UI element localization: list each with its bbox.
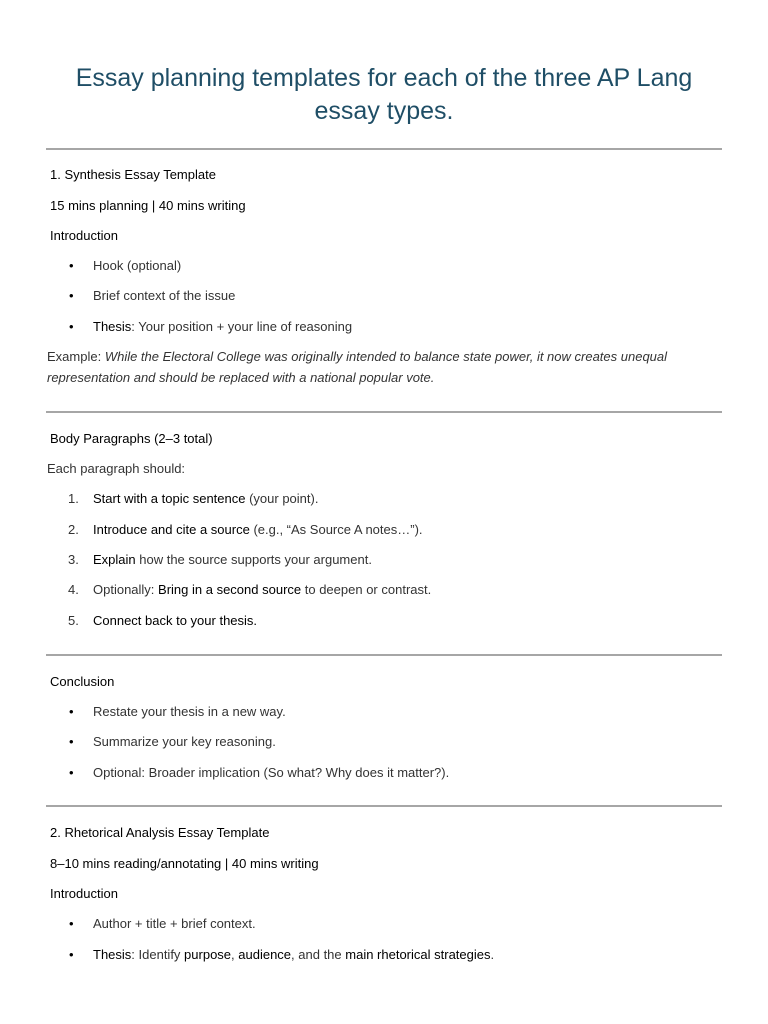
step-number: 4.	[68, 582, 79, 597]
section-divider	[46, 654, 722, 656]
synthesis-timing: 15 mins planning | 40 mins writing	[50, 198, 246, 213]
bullet-icon: •	[69, 734, 74, 749]
example-label: Example:	[47, 349, 105, 364]
rhetorical-intro-heading: Introduction	[50, 886, 118, 901]
bullet-icon: •	[69, 916, 74, 931]
thesis-text: : Identify	[131, 947, 185, 962]
section-divider	[46, 411, 722, 413]
list-item	[93, 319, 352, 335]
step-text: (your point).	[245, 491, 319, 506]
thesis-text: , and the	[291, 947, 346, 962]
list-item: Hook (optional)	[93, 258, 182, 273]
step-bold: Introduce and cite a source	[93, 522, 250, 537]
strategies-term: main rhetorical strategies	[345, 947, 491, 962]
step-number: 2.	[68, 522, 79, 537]
thesis-text: : Your position + your line of reasoning	[131, 319, 353, 334]
list-item	[93, 491, 318, 507]
list-item	[93, 522, 423, 538]
thesis-text: ,	[231, 947, 239, 962]
bullet-icon: •	[69, 704, 74, 719]
list-item	[93, 582, 431, 598]
synthesis-heading: 1. Synthesis Essay Template	[50, 167, 216, 182]
rhetorical-timing: 8–10 mins reading/annotating | 40 mins writing	[50, 856, 319, 871]
bullet-icon: •	[69, 258, 74, 273]
list-item	[93, 552, 372, 568]
bullet-icon: •	[69, 288, 74, 303]
step-bold: Explain	[93, 552, 136, 567]
purpose-term: purpose	[184, 947, 232, 962]
list-item: Brief context of the issue	[93, 288, 236, 303]
list-item: Summarize your key reasoning.	[93, 734, 276, 749]
page-title: Essay planning templates for each of the three AP Lang essay types.	[75, 64, 693, 125]
step-text: to deepen or contrast.	[301, 582, 432, 597]
list-item	[93, 613, 257, 629]
step-bold: Connect back to your thesis.	[93, 613, 258, 628]
step-text: (e.g., “As Source A notes…”).	[249, 522, 423, 537]
step-number: 3.	[68, 552, 79, 567]
step-pre: Optionally:	[93, 582, 159, 597]
list-item: Author + title + brief context.	[93, 916, 256, 931]
example-text: While the Electoral College was originally intended to balance state power, it now creates unequal	[104, 349, 668, 364]
step-bold: Bring in a second source	[158, 582, 302, 597]
bullet-icon: •	[69, 947, 74, 962]
body-intro: Each paragraph should:	[47, 461, 186, 476]
example-text: representation and should be replaced with a national popular vote.	[47, 370, 435, 385]
step-bold: Start with a topic sentence	[93, 491, 246, 506]
audience-term: audience	[238, 947, 292, 962]
bullet-icon: •	[69, 765, 74, 780]
body-paragraphs-heading: Body Paragraphs (2–3 total)	[50, 431, 213, 446]
thesis-label: Thesis	[93, 319, 132, 334]
thesis-text: .	[490, 947, 495, 962]
list-item: Restate your thesis in a new way.	[93, 704, 286, 719]
list-item: Optional: Broader implication (So what? Why does it matter?).	[93, 765, 450, 780]
section-divider	[46, 805, 722, 807]
step-number: 5.	[68, 613, 79, 628]
list-item	[93, 947, 494, 963]
conclusion-heading: Conclusion	[50, 674, 115, 689]
section-divider	[46, 148, 722, 150]
rhetorical-heading: 2. Rhetorical Analysis Essay Template	[50, 825, 270, 840]
bullet-icon: •	[69, 319, 74, 334]
synthesis-intro-heading: Introduction	[50, 228, 118, 243]
step-text: how the source supports your argument.	[135, 552, 372, 567]
example-line-1	[47, 349, 667, 365]
example-line-2	[47, 370, 434, 386]
thesis-label: Thesis	[93, 947, 132, 962]
step-number: 1.	[68, 491, 79, 506]
